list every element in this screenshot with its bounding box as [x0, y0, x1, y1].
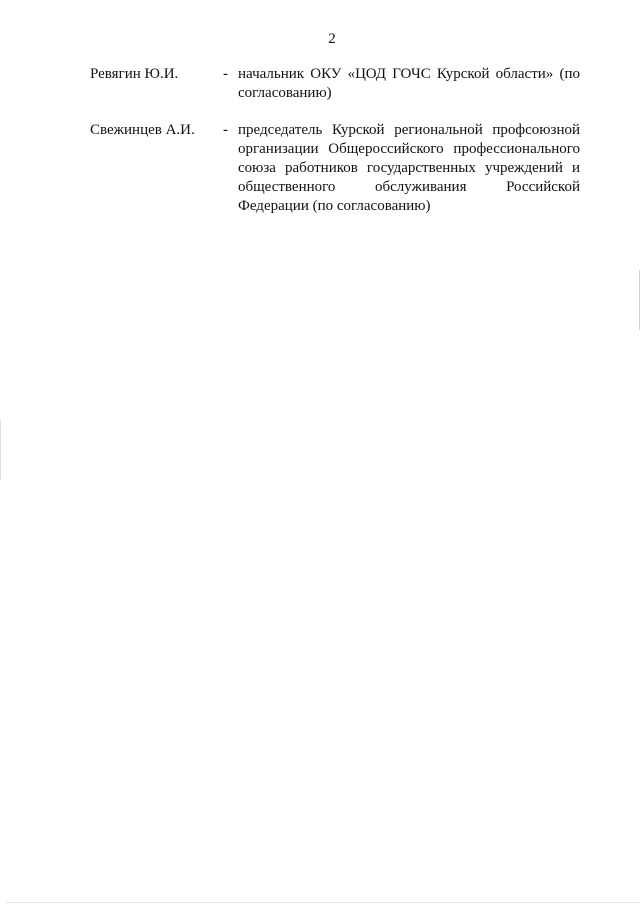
scan-edge-mark	[0, 420, 1, 480]
dash-separator: -	[223, 122, 228, 138]
position-description: председатель Курской региональной профсоюзной организации Общероссийского профессионального союза работников государственных учреждений и общественного обслуживания Российской Федерации (по согласованию)	[238, 122, 580, 214]
position-description: начальник ОКУ «ЦОД ГОЧС Курской области» (по согласованию)	[238, 66, 580, 101]
dash-separator: -	[223, 66, 228, 82]
scan-edge-mark	[6, 902, 640, 903]
person-name: Свежинцев А.И.	[90, 122, 195, 138]
person-name: Ревягин Ю.И.	[90, 66, 179, 82]
page-number: 2	[328, 31, 336, 47]
